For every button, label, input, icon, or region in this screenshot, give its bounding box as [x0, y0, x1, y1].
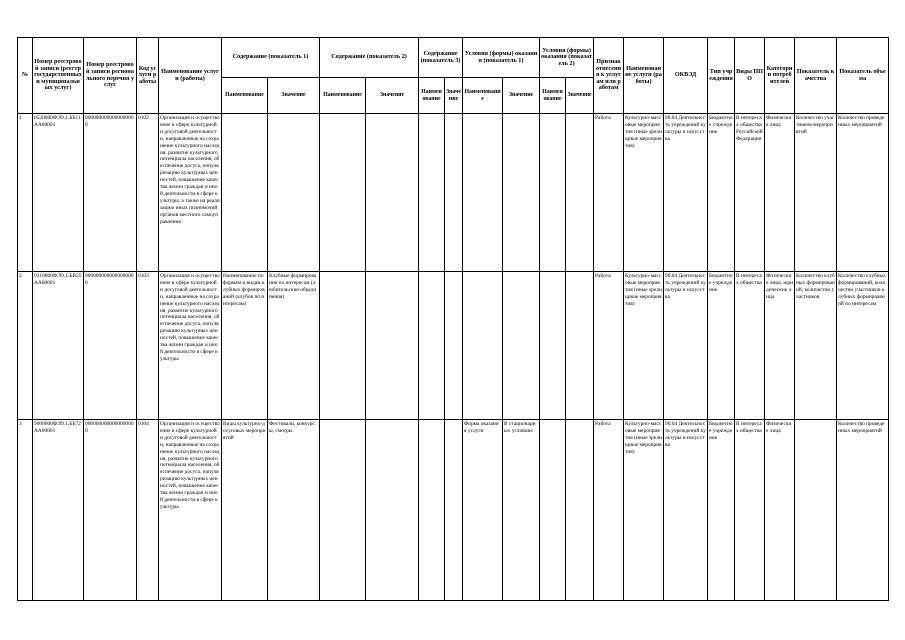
col-header-okved: ОКВЭД	[664, 38, 708, 114]
cell-okved: 90.04 Деятельность учреждений культуры и искусства	[664, 420, 708, 601]
table-row	[18, 272, 889, 420]
cell-c1-name: Виды культурно-досуговых мероприятий	[222, 420, 268, 601]
sub-header-cond1-value: Значение	[503, 78, 540, 114]
cell-c3-name	[419, 420, 445, 601]
cell-u1-name	[463, 114, 503, 272]
col-header-types: Виды ППО	[735, 38, 765, 114]
cell-quality: Количество участников мероприятий	[795, 114, 837, 272]
cell-u1-name: Форма оказания услуги	[463, 420, 503, 601]
table-row	[18, 114, 889, 272]
cell-volume: Количество проведенных мероприятий	[837, 114, 889, 272]
cell-c1-name: Наименование по формам и видам клубных формирований (клубов по интересам)	[222, 272, 268, 420]
cell-reg: 9000000Ф.99.1.ББ72АА00001	[33, 420, 84, 601]
cell-section: 0000000000000000000	[84, 420, 137, 601]
cell-c3-value	[445, 114, 463, 272]
cell-num: 1	[18, 114, 33, 272]
col-header-section-number: Номер реестровой записи регионального перечня услуг	[84, 38, 137, 114]
cell-types: В интересах общества	[735, 420, 765, 601]
sub-header-content1-name: Наименование	[222, 78, 268, 114]
cell-types: В интересах общества	[735, 272, 765, 420]
cell-volume: Количество клубных формирований, количество участников клубных формирований по интересам	[837, 272, 889, 420]
cell-okved: 90.04 Деятельность учреждений культуры и искусства	[664, 114, 708, 272]
cell-category: Физические лица	[765, 114, 795, 272]
cell-u1-value	[503, 272, 540, 420]
col-header-content-3: Содержание (показатель 3)	[419, 38, 463, 78]
cell-c2-name	[320, 420, 366, 601]
cell-activity: Культурно-массовые мероприятия (иные зрелищные мероприятия)	[624, 114, 664, 272]
cell-sign: Работа	[594, 420, 624, 601]
registry-document	[17, 37, 889, 601]
col-header-type: Тип учреждения	[708, 38, 735, 114]
cell-c1-value: Фестивали, конкурсы, смотры	[268, 420, 320, 601]
col-header-category: Категории потребителей	[765, 38, 795, 114]
col-header-conditions-2: Условия (формы) оказания (показатель 2)	[540, 38, 594, 78]
cell-c2-name	[320, 114, 366, 272]
col-header-volume: Показатель объема	[837, 38, 889, 114]
cell-name: Организация и осуществление в сфере культурной и досуговой деятельности, направленные на сохранение культурного наследия, развитие культурного потенциала населения, обеспечение досуга, популяризацию культурных ценностей, повышение качества жизни граждан и иной деятельности в сфере культуры	[159, 272, 222, 420]
cell-c1-value: Клубные формирования по интересам (любительские объединения)	[268, 272, 320, 420]
cell-sign: Работа	[594, 272, 624, 420]
cell-types: В интересах общества Российской Федерации	[735, 114, 765, 272]
cell-type: Бюджетное учреждение	[708, 272, 735, 420]
table-row	[18, 420, 889, 601]
cell-u2-value	[566, 272, 594, 420]
cell-c3-value	[445, 420, 463, 601]
col-header-content-2: Содержание (показатель 2)	[320, 38, 419, 78]
cell-activity: Культурно-массовые мероприятия (иные зрелищные мероприятия)	[624, 272, 664, 420]
cell-c1-value	[268, 114, 320, 272]
cell-u1-name	[463, 272, 503, 420]
cell-c2-value	[366, 272, 419, 420]
col-header-num: №	[18, 38, 33, 114]
cell-type: Бюджетное учреждение	[708, 114, 735, 272]
cell-category: Физические лица	[765, 420, 795, 601]
cell-okved: 90.04 Деятельность учреждений культуры и искусства	[664, 272, 708, 420]
sub-header-content2-value: Значение	[366, 78, 419, 114]
cell-volume: Количество проведенных мероприятий	[837, 420, 889, 601]
cell-code: 0102	[137, 114, 159, 272]
col-header-sign: Признак отнесения к услугам или работам	[594, 38, 624, 114]
cell-reg: 9310000Ф.99.1.БВ25АА00001	[33, 272, 84, 420]
cell-code: 0103	[137, 272, 159, 420]
cell-c1-name	[222, 114, 268, 272]
cell-u1-value: В стационарных условиях	[503, 420, 540, 601]
cell-c2-value	[366, 420, 419, 601]
sub-header-content3-value: Значение	[445, 78, 463, 114]
cell-name: Организация и осуществление в сфере культурной и досуговой деятельности, направленные на сохранение культурного наследия, развитие культурного потенциала населения, обеспечение досуга, популяризацию культурных ценностей, повышение качества жизни граждан и иной деятельности в сфере культуры, а также на реализацию иных полномочий органов местного самоуправления	[159, 114, 222, 272]
col-header-service-name: Наименование услуги (работы)	[159, 38, 222, 114]
cell-u2-name	[540, 114, 566, 272]
header-row	[18, 38, 889, 78]
sub-header-content1-value: Значение	[268, 78, 320, 114]
cell-name: Организация и осуществление в сфере культурной и досуговой деятельности, направленные на сохранение культурного наследия, развитие культурного потенциала населения, обеспечение досуга, популяризацию культурных ценностей, повышение качества жизни граждан и иной деятельности в сфере культуры	[159, 420, 222, 601]
cell-c2-value	[366, 114, 419, 272]
cell-c2-name	[320, 272, 366, 420]
cell-section: 0000000000000000000	[84, 114, 137, 272]
sub-header-content3-name: Наименование	[419, 78, 445, 114]
cell-sign: Работа	[594, 114, 624, 272]
cell-c3-name	[419, 114, 445, 272]
col-header-reg-number: Номер реестровой записи (реестр государственных и муниципальных услуг)	[33, 38, 84, 114]
cell-code: 0104	[137, 420, 159, 601]
sub-header-cond1-name: Наименование	[463, 78, 503, 114]
cell-u2-value	[566, 114, 594, 272]
col-header-activity: Наименование услуги (работы)	[624, 38, 664, 114]
cell-num: 3	[18, 420, 33, 601]
col-header-service-code: Код услуги работы	[137, 38, 159, 114]
cell-section: 0000000000000000000	[84, 272, 137, 420]
cell-quality: Количество клубных формирований, количество участников	[795, 272, 837, 420]
cell-category: Физические лица, юридические лица	[765, 272, 795, 420]
cell-quality	[795, 420, 837, 601]
cell-c3-name	[419, 272, 445, 420]
cell-reg: 8520000Ф.99.1.ББ11АА00001	[33, 114, 84, 272]
cell-u2-name	[540, 420, 566, 601]
sub-header-cond2-name: Наименование	[540, 78, 566, 114]
col-header-content-1: Содержание (показатель 1)	[222, 38, 320, 78]
col-header-quality: Показатель качества	[795, 38, 837, 114]
cell-activity: Культурно-массовые мероприятия (иные зрелищные мероприятия)	[624, 420, 664, 601]
cell-c3-value	[445, 272, 463, 420]
cell-type: Бюджетное учреждение	[708, 420, 735, 601]
cell-num: 2	[18, 272, 33, 420]
cell-u1-value	[503, 114, 540, 272]
sub-header-content2-name: Наименование	[320, 78, 366, 114]
registry-table	[17, 37, 889, 601]
col-header-conditions-1: Условия (формы) оказания (показатель 1)	[463, 38, 540, 78]
cell-u2-value	[566, 420, 594, 601]
sub-header-cond2-value: Значение	[566, 78, 594, 114]
cell-u2-name	[540, 272, 566, 420]
